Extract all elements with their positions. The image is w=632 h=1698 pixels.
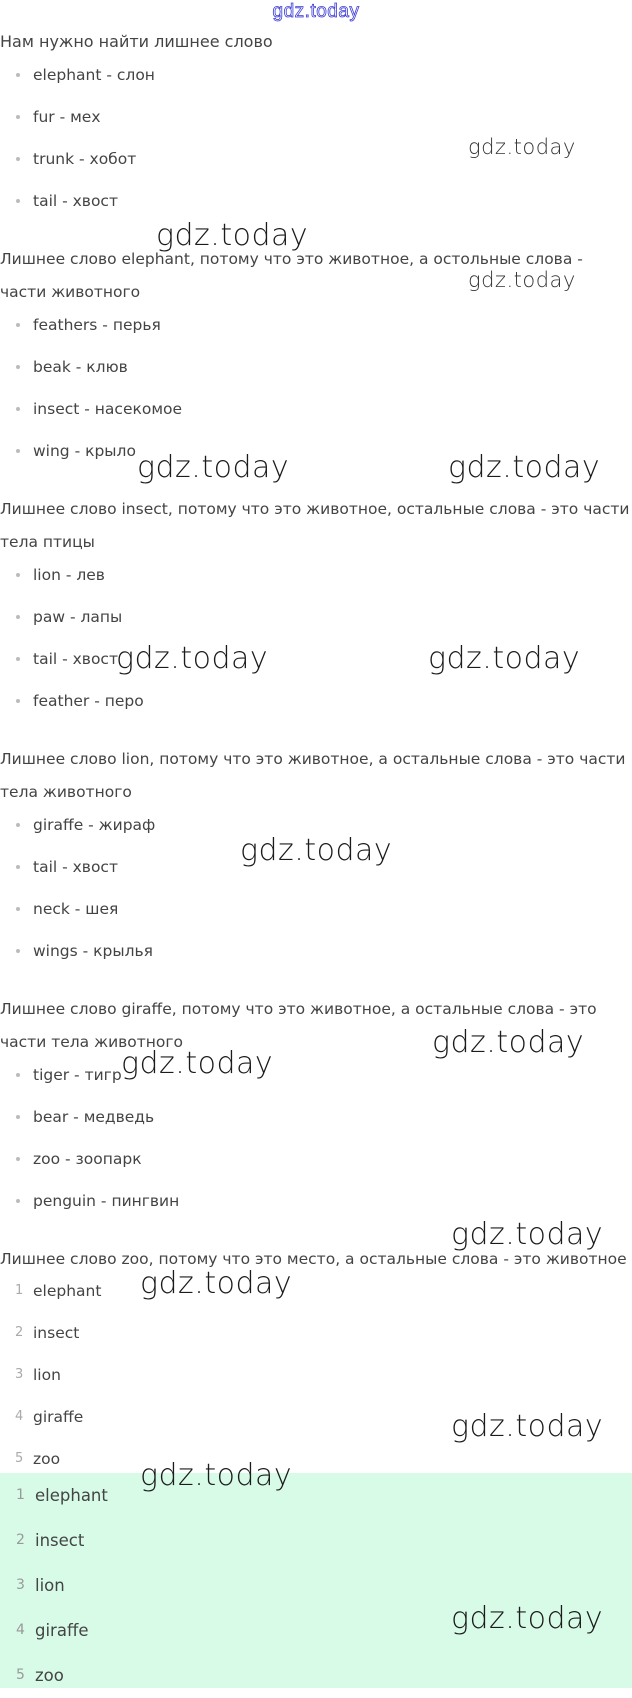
watermark: gdz.today: [137, 450, 290, 485]
list-item: neck - шея: [0, 888, 155, 930]
bullet-icon: [16, 699, 20, 703]
explanation-2: Лишнее слово insect, потому что это животное, остальные слова - это части тела птицы: [0, 500, 630, 551]
list-item: lion - лев: [0, 554, 144, 596]
word-list-1: [0, 54, 155, 222]
site-logo[interactable]: gdz.today: [272, 1, 360, 22]
bullet-icon: [16, 573, 20, 577]
list-item: 5 zoo: [15, 1450, 61, 1468]
explanation-4: Лишнее слово giraffe, потому что это животное, а остальные слова - это части тела животного: [0, 1000, 597, 1051]
explanation-3: Лишнее слово lion, потому что это животное, а остальные слова - это части тела животного: [0, 750, 626, 801]
watermark: gdz.today: [451, 1217, 604, 1252]
bullet-icon: [16, 657, 20, 661]
word-list-3: [0, 554, 144, 722]
bullet-icon: [16, 449, 20, 453]
bullet-icon: [16, 1157, 20, 1161]
watermark: gdz.today: [451, 1601, 604, 1636]
watermark: gdz.today: [432, 1025, 585, 1060]
answer-list: [0, 1473, 632, 1698]
list-item: tail - хвост: [0, 180, 155, 222]
list-item: penguin - пингвин: [0, 1180, 179, 1222]
watermark: gdz.today: [140, 1266, 293, 1301]
list-item: insect - насекомое: [0, 388, 182, 430]
list-item: 5 zoo: [16, 1666, 64, 1685]
bullet-icon: [16, 157, 20, 161]
list-item: feathers - перья: [0, 304, 182, 346]
list-item: fur - мех: [0, 96, 155, 138]
bullet-icon: [16, 1073, 20, 1077]
list-item: 1 elephant: [16, 1486, 108, 1505]
list-item: 3 lion: [15, 1366, 61, 1384]
list-item: 2 insect: [15, 1324, 80, 1342]
list-item: paw - лапы: [0, 596, 144, 638]
list-item: 1 elephant: [15, 1282, 102, 1300]
bullet-icon: [16, 907, 20, 911]
list-item: tail - хвост: [0, 638, 144, 680]
watermark: gdz.today: [428, 641, 581, 676]
list-item: elephant - слон: [0, 54, 155, 96]
bullet-icon: [16, 73, 20, 77]
list-item: 2 insect: [16, 1531, 85, 1550]
bullet-icon: [16, 407, 20, 411]
bullet-icon: [16, 199, 20, 203]
watermark: gdz.today: [116, 641, 269, 676]
watermark: gdz.today: [156, 218, 309, 253]
watermark: gdz.today: [451, 1409, 604, 1444]
bullet-icon: [16, 823, 20, 827]
watermark: gdz.today: [121, 1046, 274, 1081]
answer-block: [0, 1473, 632, 1688]
bullet-icon: [16, 1199, 20, 1203]
explanation-5: Лишнее слово zoo, потому что это место, а остальные слова - это животное: [0, 1250, 627, 1268]
watermark: gdz.today: [448, 450, 601, 485]
bullet-icon: [16, 865, 20, 869]
explanation-1: Лишнее слово elephant, потому что это животное, а остольные слова - части животного: [0, 250, 583, 301]
word-list-5: [0, 1054, 179, 1222]
list-item: wing - крыло: [0, 430, 182, 472]
watermark: gdz.today: [468, 268, 576, 292]
list-item: 4 giraffe: [15, 1408, 84, 1426]
list-item: 4 giraffe: [16, 1621, 89, 1640]
intro-text: Нам нужно найти лишнее слово: [0, 32, 273, 51]
list-item: giraffe - жираф: [0, 804, 155, 846]
list-item: wings - крылья: [0, 930, 155, 972]
list-item: zoo - зоопарк: [0, 1138, 179, 1180]
bullet-icon: [16, 115, 20, 119]
watermark: gdz.today: [140, 1458, 293, 1493]
list-item: 3 lion: [16, 1576, 65, 1595]
bullet-icon: [16, 365, 20, 369]
list-item: tail - хвост: [0, 846, 155, 888]
bullet-icon: [16, 949, 20, 953]
list-item: beak - клюв: [0, 346, 182, 388]
list-item: feather - перо: [0, 680, 144, 722]
word-list-4: [0, 804, 155, 972]
word-list-2: [0, 304, 182, 472]
summary-list: [0, 1270, 632, 1480]
watermark: gdz.today: [468, 135, 576, 159]
watermark: gdz.today: [240, 833, 393, 868]
bullet-icon: [16, 323, 20, 327]
list-item: trunk - хобот: [0, 138, 155, 180]
bullet-icon: [16, 615, 20, 619]
list-item: bear - медведь: [0, 1096, 179, 1138]
bullet-icon: [16, 1115, 20, 1119]
list-item: tiger - тигр: [0, 1054, 179, 1096]
